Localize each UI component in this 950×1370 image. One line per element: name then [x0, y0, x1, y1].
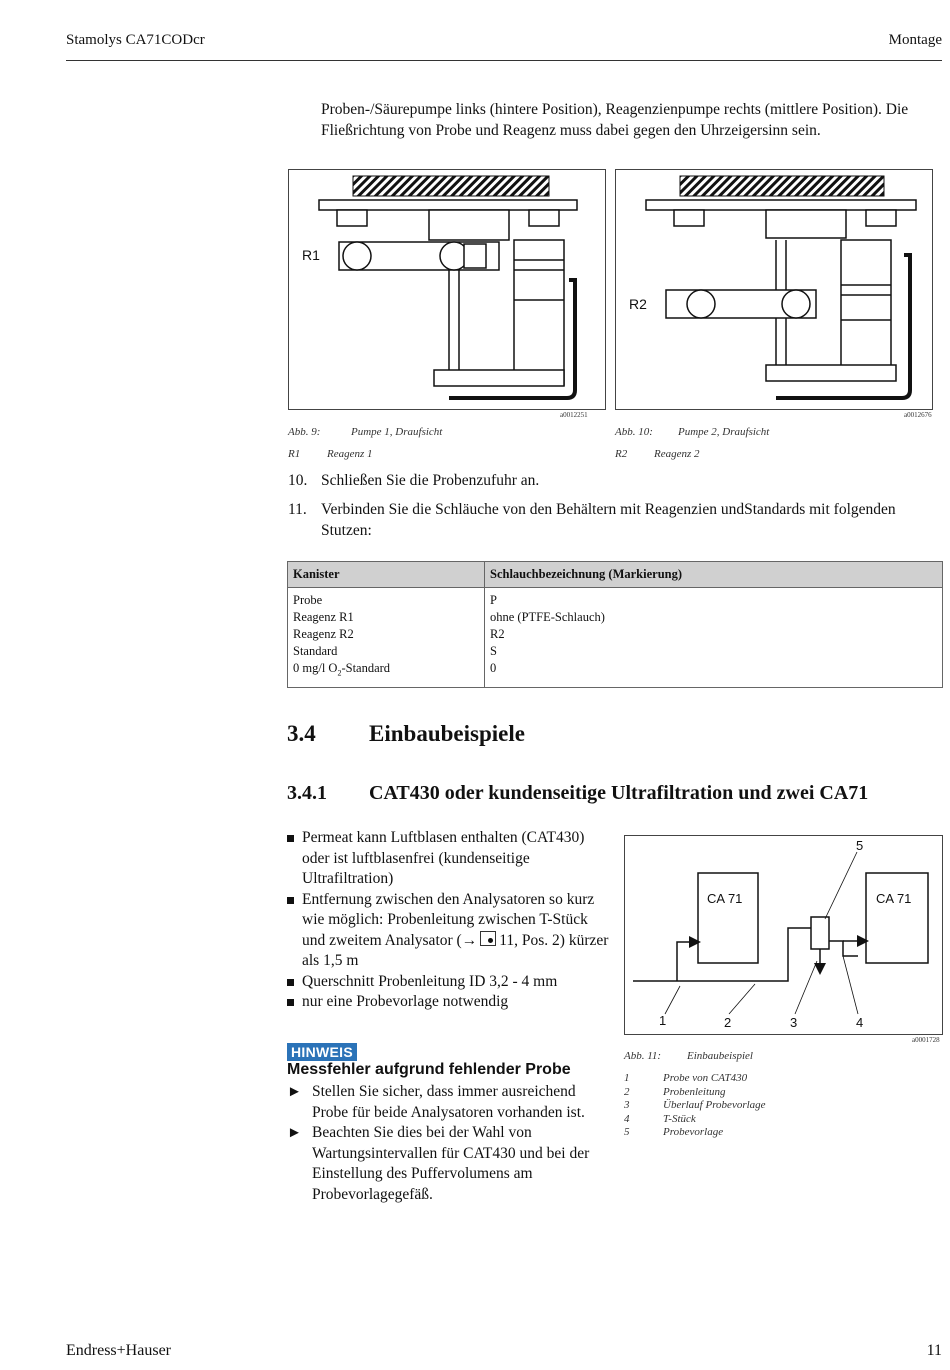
list-item: ► Beachten Sie dies bei der Wahl von Wartungsintervallen für CAT430 und bei der Einstellung des Puffervolumens am Probevorlagegefäß. [287, 1123, 609, 1205]
table-cell-schlauch [485, 588, 943, 688]
subsection-number: 3.4.1 [287, 782, 327, 804]
figure-10-number: Abb. 10: [615, 426, 653, 438]
subsection-title: CAT430 oder kundenseitige Ultrafiltration und zwei CA71 [369, 782, 869, 804]
schlauch-r2: R2 [490, 627, 505, 641]
figure-9-legend-key: R1 [288, 448, 301, 460]
legend-row: 2 Probenleitung [624, 1085, 726, 1098]
header-divider [66, 60, 942, 61]
legend-row: 5 Probevorlage [624, 1126, 724, 1138]
figure-pump-1 [288, 169, 606, 410]
callout-3: 3 [790, 1015, 798, 1030]
figure-10-legend-key: R2 [615, 448, 628, 460]
table-header-row [288, 562, 943, 588]
installation-diagram [625, 836, 942, 1034]
legend-row: 4 T-Stück [624, 1112, 696, 1125]
callout-2: 2 [724, 1015, 732, 1030]
page-number: 11 [926, 1342, 942, 1359]
step-10-text: Schließen Sie die Probenzufuhr an. [321, 472, 540, 489]
table-row [288, 588, 943, 688]
list-item: Entfernung zwischen den Analysatoren so kurz wie möglich: Probenleitung zwischen T-Stück und zweitem Analysator (→ 11, Pos. 2) kürzer als 1,5 m [287, 890, 609, 972]
intro-paragraph: Proben-/Säurepumpe links (hintere Position), Reagenzienpumpe rechts (mittlere Position). Die Fließrichtung von Probe und Reagenz muss dabei gegen den Uhrzeigersinn sein. [321, 101, 909, 139]
figure-9-id: a0012251 [560, 411, 588, 419]
callout-5: 5 [856, 838, 864, 853]
figure-11-legend [624, 1072, 924, 1140]
callout-1: 1 [659, 1013, 667, 1028]
figure-11-number: Abb. 11: [624, 1050, 662, 1062]
notice-title: Messfehler aufgrund fehlender Probe [287, 1061, 571, 1078]
figure-9-legend-value: Reagenz 1 [327, 448, 373, 460]
connection-table [287, 561, 943, 688]
header-chapter: Montage [888, 32, 942, 48]
pump-1-label: R1 [302, 247, 320, 263]
kanister-reagenz-r1: Reagenz R1 [293, 610, 354, 624]
kanister-reagenz-r2: Reagenz R2 [293, 627, 354, 641]
figure-10-id: a0012676 [904, 411, 932, 419]
kanister-standard: Standard [293, 644, 338, 658]
step-11-number: 11. [288, 501, 307, 518]
pump-1-drawing [289, 170, 605, 409]
schlauch-ptfe: ohne (PTFE-Schlauch) [490, 610, 605, 624]
schlauch-0: 0 [490, 661, 497, 675]
list-item: Permeat kann Luftblasen enthalten (CAT430) oder ist luftblasenfrei (kundenseitige Ultrafiltration) [287, 828, 609, 890]
figure-11-caption: Einbaubeispiel [687, 1050, 753, 1062]
section-title: Einbaubeispiele [369, 721, 525, 746]
figure-pump-2 [615, 169, 933, 410]
footer-brand: Endress+Hauser [66, 1342, 171, 1359]
table-cell-kanister [288, 588, 485, 688]
analyzer-right-label: CA 71 [876, 891, 912, 906]
callout-4: 4 [856, 1015, 864, 1030]
figure-10-caption: Pumpe 2, Draufsicht [678, 426, 770, 438]
step-10-number: 10. [288, 472, 308, 489]
list-item: nur eine Probevorlage notwendig [287, 992, 609, 1013]
kanister-probe: Probe [293, 593, 323, 607]
schlauch-s: S [490, 644, 497, 658]
pump-2-label: R2 [629, 296, 647, 312]
schlauch-p: P [490, 593, 497, 607]
legend-row: 3 Überlauf Probevorlage [624, 1099, 766, 1111]
header-product: Stamolys CA71CODcr [66, 32, 205, 48]
table-header-schlauch: Schlauchbezeichnung (Markierung) [485, 562, 943, 588]
requirements-list [287, 828, 609, 1013]
list-item: ► Stellen Sie sicher, dass immer ausreichend Probe für beide Analysatoren vorhanden ist. [287, 1082, 609, 1123]
step-11-text: Verbinden Sie die Schläuche von den Behältern mit Reagenzien undStandards mit folgenden Stutzen: [321, 501, 896, 539]
notice-badge: HINWEIS [287, 1043, 357, 1061]
kanister-o2-standard: 0 mg/l $O_2$-Standard [293, 661, 391, 678]
section-number: 3.4 [287, 721, 316, 746]
legend-row: 1 Probe von CAT430 [624, 1072, 748, 1084]
list-item: Querschnitt Probenleitung ID 3,2 - 4 mm [287, 972, 609, 993]
table-header-kanister: Kanister [288, 562, 485, 588]
figure-reference-icon[interactable] [480, 931, 496, 946]
figure-10-legend-value: Reagenz 2 [654, 448, 700, 460]
analyzer-left-label: CA 71 [707, 891, 743, 906]
figure-installation-example [624, 835, 943, 1035]
notice-instructions [287, 1082, 609, 1205]
pump-2-drawing [616, 170, 932, 409]
figure-9-caption: Pumpe 1, Draufsicht [351, 426, 443, 438]
figure-9-number: Abb. 9: [288, 426, 321, 438]
figure-11-id: a0001728 [912, 1036, 940, 1044]
